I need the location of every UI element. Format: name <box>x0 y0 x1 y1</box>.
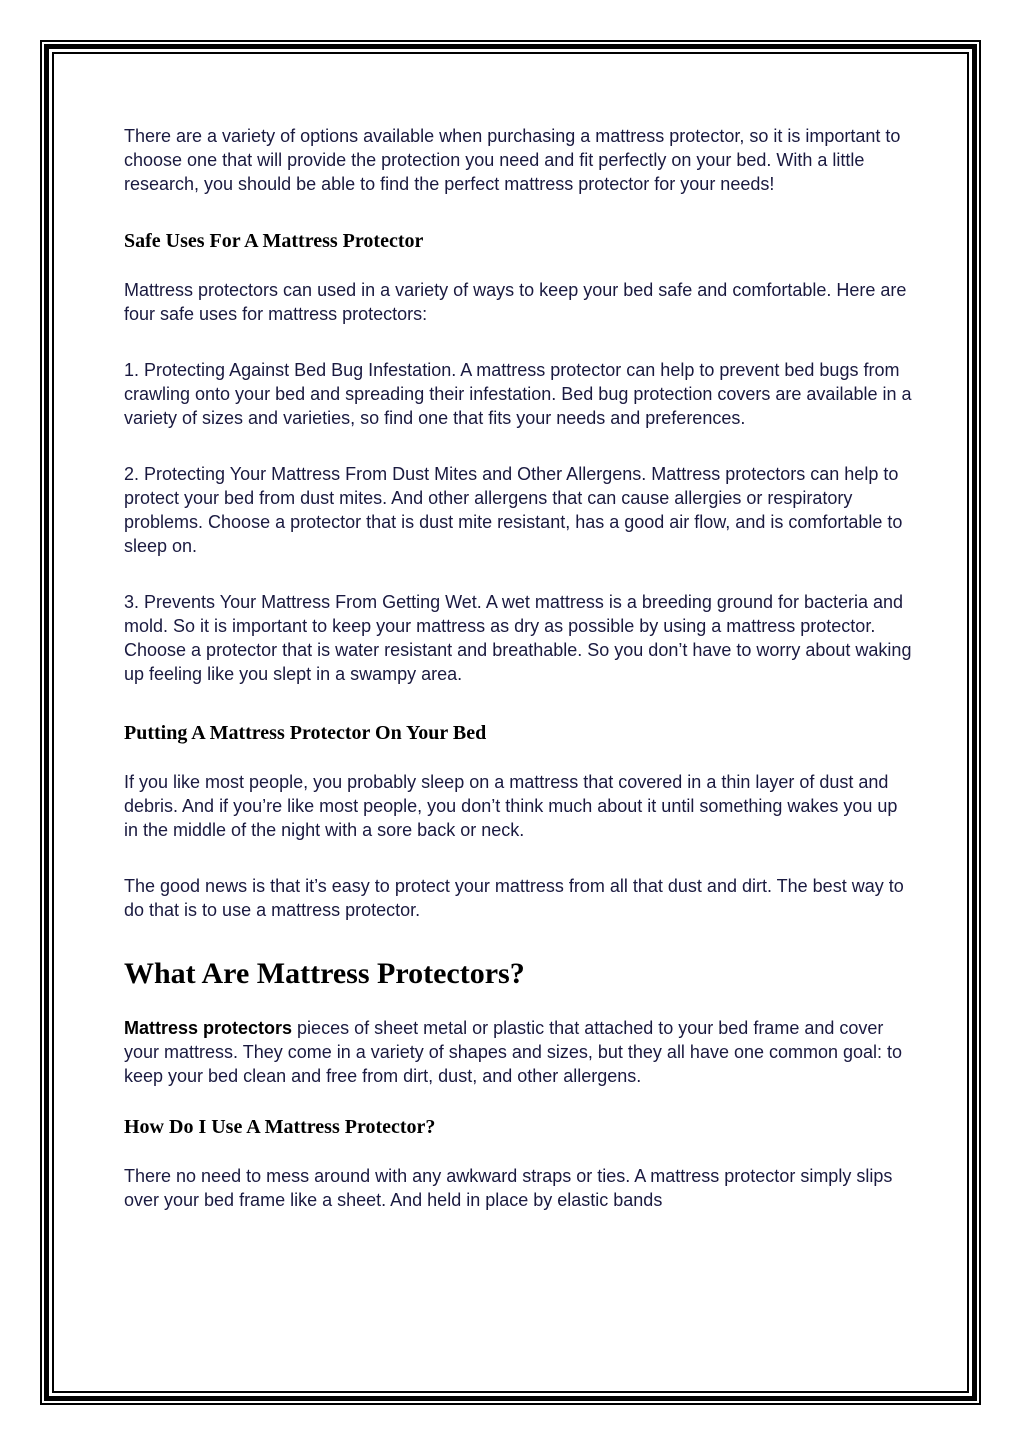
what-are-text: pieces of sheet metal or plastic that attached to your bed frame and cover your mattress. They come in a variety of shapes and sizes, but they all have one common goal: to keep your bed clean and free from dirt, dust, and other allergens. <box>124 1018 903 1086</box>
how-use-paragraph: There no need to mess around with any awkward straps or ties. A mattress protector simply slips over your bed frame like a sheet. And held in place by elastic bands <box>124 1166 893 1210</box>
document-body <box>124 124 914 1212</box>
list-item-wet: 3. Prevents Your Mattress From Getting Wet. A wet mattress is a breeding ground for bacteria and mold. So it is important to keep your mattress as dry as possible by using a mattress protector. Choose a protector that is water resistant and breathable. So you don’t have to worry about waking up feeling like you slept in a swampy area. <box>124 592 912 684</box>
dust-paragraph: If you like most people, you probably sleep on a mattress that covered in a thin layer of dust and debris. And if you’re like most people, you don’t think much about it until something wakes you up in the middle of the night with a sore back or neck. <box>124 772 898 840</box>
heading-putting-on: Putting A Mattress Protector On Your Bed <box>124 722 487 744</box>
heading-safe-uses: Safe Uses For A Mattress Protector <box>124 230 424 252</box>
good-news-paragraph: The good news is that it’s easy to protect your mattress from all that dust and dirt. The best way to do that is to use a mattress protector. <box>124 876 904 920</box>
safe-uses-paragraph: Mattress protectors can used in a variety of ways to keep your bed safe and comfortable. Here are four safe uses for mattress protectors: <box>124 280 907 324</box>
intro-paragraph: There are a variety of options available when purchasing a mattress protector, so it is important to choose one that will provide the protection you need and fit perfectly on your bed. With a little research, you should be able to find the perfect mattress protector for your needs! <box>124 126 901 194</box>
list-item-bed-bugs: 1. Protecting Against Bed Bug Infestation. A mattress protector can help to prevent bed bugs from crawling onto your bed and spreading their infestation. Bed bug protection covers are available in a variety of sizes and varieties, so find one that fits your needs and preferences. <box>124 360 912 428</box>
list-item-dust-mites: 2. Protecting Your Mattress From Dust Mites and Other Allergens. Mattress protectors can help to protect your bed from dust mites. And other allergens that can cause allergies or respiratory problems. Choose a protector that is dust mite resistant, has a good air flow, and is comfortable to sleep on. <box>124 464 903 556</box>
bold-term: Mattress protectors <box>124 1018 293 1038</box>
heading-how-use: How Do I Use A Mattress Protector? <box>124 1116 436 1138</box>
heading-what-are: What Are Mattress Protectors? <box>124 957 525 990</box>
what-are-paragraph <box>124 1016 914 1088</box>
